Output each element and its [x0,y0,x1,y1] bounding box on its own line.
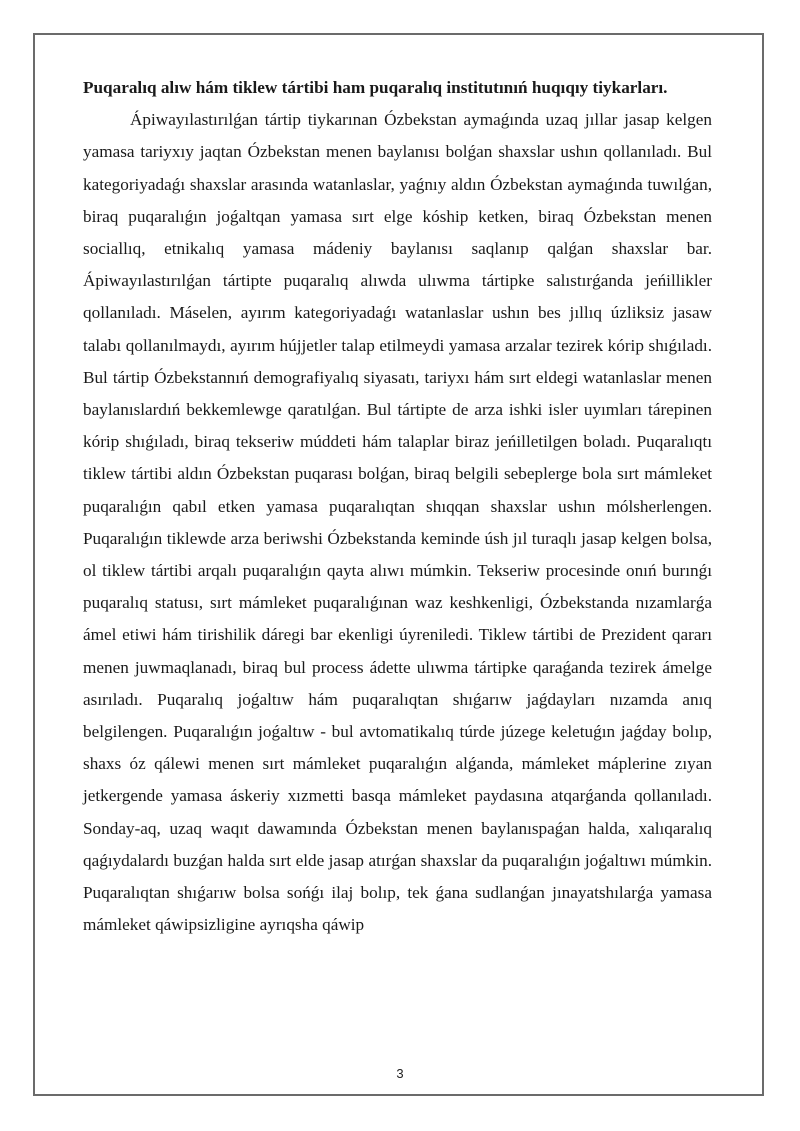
body-paragraph: Ápiwayılastırılǵan tártip tiykarınan Ózbekstan aymaǵında uzaq jıllar jasap kelgen yamasa tariyxıy jaqtan Ózbekstan menen baylanısı bolǵan shaxslar ushın qollanıladı. Bul kategoriyadaǵı shaxslar arasında watanlaslar, yaǵnıy aldın Ózbekstan aymaǵında tuwılǵan, biraq puqaralıǵın joǵaltqan yamasa sırt elge kóship ketken, biraq Ózbekstan menen sociallıq, etnikalıq yamasa mádeniy baylanısı saqlanıp qalǵan shaxslar bar. Ápiwayılastırılǵan tártipte puqaralıq alıwda ulıwma tártipke salıstırǵanda jeńillikler qollanıladı. Máselen, ayırım kategoriyadaǵı watanlaslar ushın bes jıllıq úzliksiz jasaw talabı qollanılmaydı, ayırım hújjetler talap etilmeydi yamasa arzalar tezirek kórip shıǵıladı. Bul tártip Ózbekstannıń demografiyalıq siyasatı, tariyxı hám sırt eldegi watanlaslar menen baylanıslardıń bekkemlewge qaratılǵan. Bul tártipte de arza ishki isler uyımları tárepinen kórip shıǵıladı, biraq tekseriw múddeti hám talaplar biraz jeńilletilgen boladı. Puqaralıqtı tiklew tártibi aldın Ózbekstan puqarası bolǵan, biraq belgili sebeplerge bola sırt mámleket puqaralıǵın qabıl etken yamasa puqaralıqtan shıqqan shaxslar ushın mólsherlengen. Puqaralıǵın tiklewde arza beriwshi Ózbekstanda keminde úsh jıl turaqlı jasap kelgen bolsa, ol tiklew tártibi arqalı puqaralıǵın qayta alıwı múmkin. Tekseriw procesinde onıń burınǵı puqaralıq statusı, sırt mámleket puqaralıǵınan waz keshkenligi, Ózbekstanda nızamlarǵa ámel etiwi hám tirishilik dáregi bar ekenligi úyreniledi. Tiklew tártibi de Prezident qararı menen juwmaqlanadı, biraq bul process ádette ulıwma tártipke qaraǵanda tezirek ámelge asırıladı. Puqaralıq joǵaltıw hám puqaralıqtan shıǵarıw jaǵdayları nızamda anıq belgilengen. Puqaralıǵın joǵaltıw - bul avtomatikalıq túrde júzege keletuǵın jaǵday bolıp, shaxs óz qálewi menen sırt mámleket puqaralıǵın alǵanda, mámleket máplerine zıyan jetkergende yamasa áskeriy xızmetti basqa mámleket paydasına atqarǵanda qollanıladı. Sonday-aq, uzaq waqıt dawamında Ózbekstan menen baylanıspaǵan halda, xalıqaralıq qaǵıydalardı buzǵan halda sırt elde jasap atırǵan shaxslar da puqaralıǵın joǵaltıwı múmkin. Puqaralıqtan shıǵarıw bolsa sońǵı ilaj bolıp, tek ǵana sudlanǵan jınayatshılarǵa yamasa mámleket qáwipsizligine ayrıqsha qáwip [83,110,712,935]
page-number: 3 [396,1066,404,1081]
document-body [83,72,712,941]
section-heading: Puqaralıq alıw hám tiklew tártibi ham puqaralıq institutınıń huqıqıy tiykarları. [83,78,668,97]
